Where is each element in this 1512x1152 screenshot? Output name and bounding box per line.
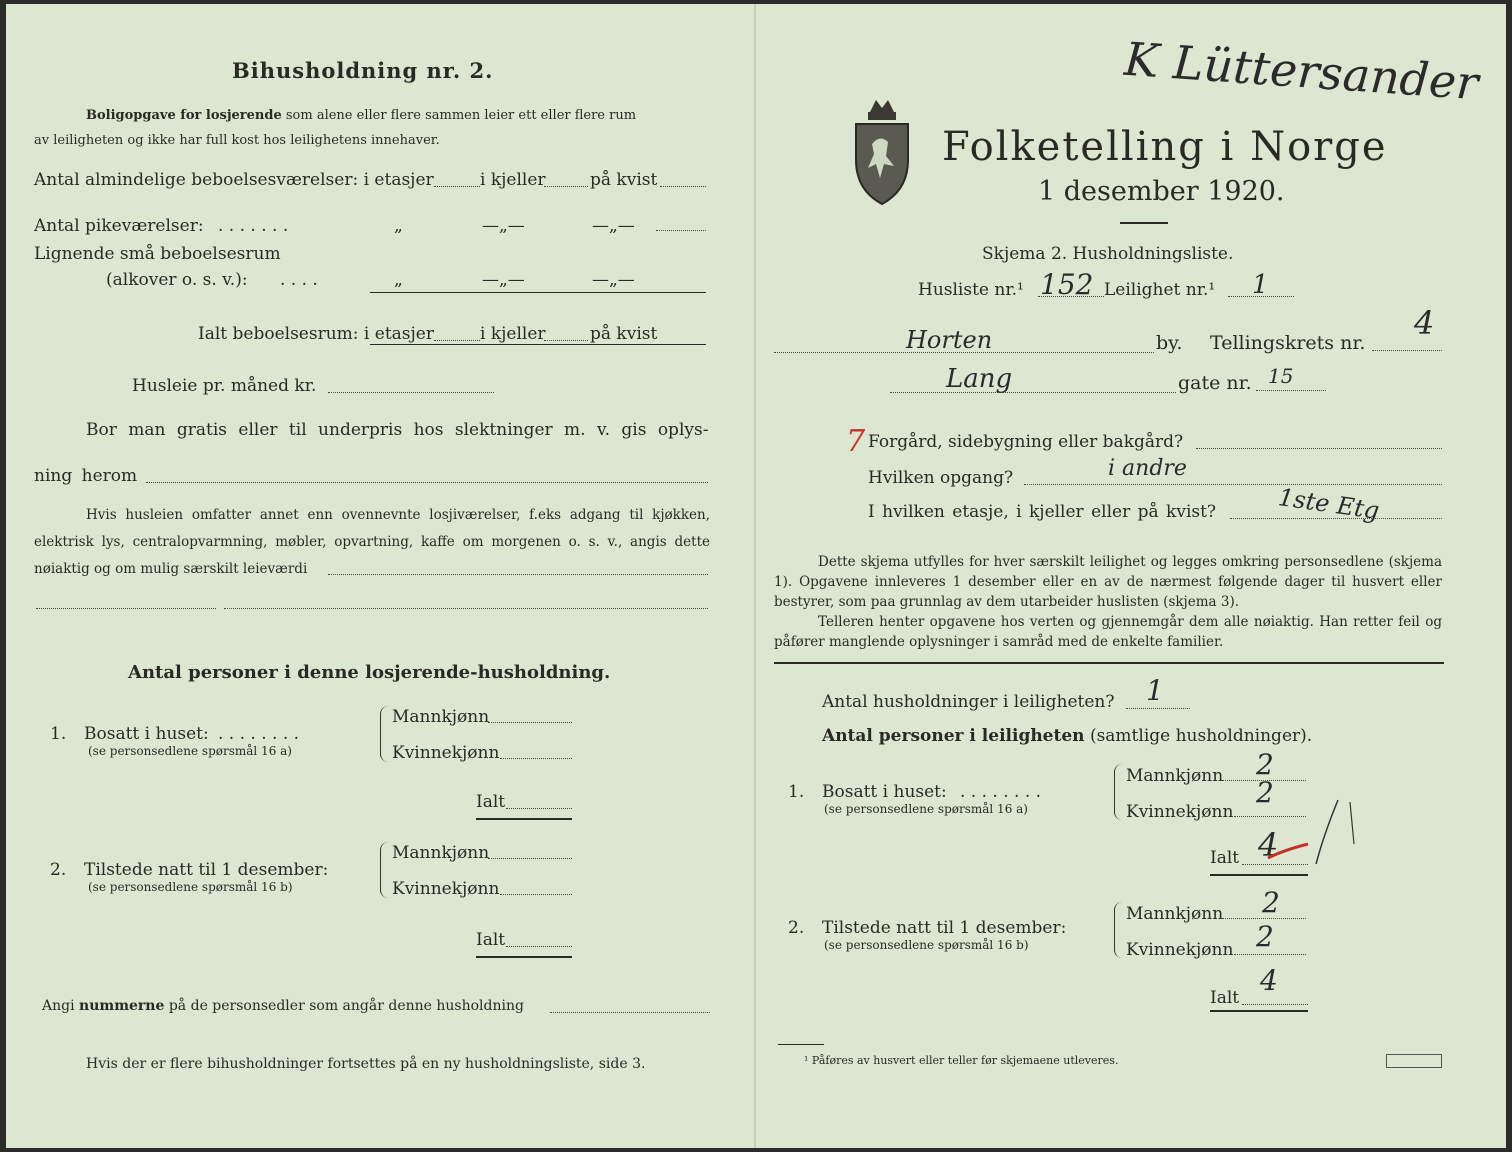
leilighet-value: 1 xyxy=(1252,270,1269,300)
rent-field[interactable] xyxy=(328,392,494,393)
left-footer: Hvis der er flere bihusholdninger fortsettes på en ny husholdningsliste, side 3. xyxy=(86,1056,646,1072)
right-q1-ialt-value: 4 xyxy=(1258,826,1279,864)
rooms-label: Antal almindelige beboelsesværelser: i etasjer xyxy=(34,170,434,190)
etasje-value: 1ste Etg xyxy=(1276,483,1382,525)
left-q1-kvinne-field[interactable] xyxy=(500,758,572,759)
left-q2-ialt-field[interactable] xyxy=(506,946,572,947)
rooms-kvist-label: på kvist xyxy=(590,170,658,190)
right-q2-brace xyxy=(1114,902,1123,958)
right-q1-ialt-rule xyxy=(1210,874,1308,876)
right-q1-kvinne-value: 2 xyxy=(1256,776,1274,809)
rooms-kjeller-field[interactable] xyxy=(544,186,588,187)
left-q2-sub: (se personsedlene spørsmål 16 b) xyxy=(88,880,293,894)
etasje-label: I hvilken etasje, i kjeller eller på kvist? xyxy=(868,502,1217,522)
ialt-kvist-label: på kvist xyxy=(590,324,658,344)
pike-ditto-1: „ xyxy=(394,216,403,236)
left-q1-ialt-rule xyxy=(476,818,572,820)
gratis-line-2: ning herom xyxy=(34,466,138,486)
bakgard-label: Forgård, sidebygning eller bakgård? xyxy=(868,432,1184,452)
instructions-rule xyxy=(774,662,1444,664)
left-q2-ialt-rule xyxy=(476,956,572,958)
right-q2-mann-value: 2 xyxy=(1262,886,1280,919)
bakgard-mark: 7 xyxy=(846,424,866,459)
check-mark-icon xyxy=(1264,794,1360,874)
ialt-rooms-label: Ialt beboelsesrum: i etasjer xyxy=(198,324,434,344)
pike-label: Antal pikeværelser: xyxy=(34,216,204,236)
ialt-kjeller-label: i kjeller xyxy=(480,324,546,344)
rooms-kjeller-label: i kjeller xyxy=(480,170,546,190)
intro-bold: Boligopgave for losjerende xyxy=(86,108,282,123)
right-q2-ialt-label: Ialt xyxy=(1210,988,1240,1008)
angi-line xyxy=(42,998,524,1014)
right-q2-kvinne-label: Kvinnekjønn xyxy=(1126,940,1234,960)
husliste-label: Husliste nr.¹ xyxy=(918,280,1024,300)
gratis-line-1: Bor man gratis eller til underpris hos slektninger m. v. gis oplys- xyxy=(86,420,709,440)
right-q2-kvinne-value: 2 xyxy=(1256,920,1274,953)
gate-value: 15 xyxy=(1268,364,1294,388)
left-q1-label: Bosatt i huset: xyxy=(84,724,209,744)
households-label: Antal husholdninger i leiligheten? xyxy=(822,692,1115,712)
right-q1-mann-value: 2 xyxy=(1256,748,1274,781)
small-rooms-dots: . . . . xyxy=(280,270,318,290)
krets-label: Tellingskrets nr. xyxy=(1210,332,1366,354)
leilighet-label: Leilighet nr.¹ xyxy=(1104,280,1216,300)
right-q2-ialt-rule xyxy=(1210,1010,1308,1012)
pike-ditto-3: —„— xyxy=(592,216,635,236)
left-title: Bihusholdning nr. 2. xyxy=(232,58,494,83)
gratis-field[interactable] xyxy=(146,482,708,483)
pike-dots: . . . . . . . xyxy=(218,216,289,236)
instructions-2: Telleren henter opgavene hos verten og gjennemgår dem alle nøiaktig. Han retter feil og påfører manglende oplysninger i samråd med de enkelte familier. xyxy=(774,614,1442,650)
left-q2-kvinne-field[interactable] xyxy=(500,894,572,895)
leievaerdi-field-2a[interactable] xyxy=(36,608,216,609)
opgang-value: i andre xyxy=(1108,456,1187,481)
norway-coat-of-arms-icon xyxy=(850,94,914,206)
gate-label: gate nr. xyxy=(1178,372,1252,394)
angi-rest: på de personsedler som angår denne husholdning xyxy=(168,998,524,1014)
right-q2-ialt-value: 4 xyxy=(1260,964,1278,997)
right-q2-mann-label: Mannkjønn xyxy=(1126,904,1224,924)
left-q2-brace xyxy=(380,842,389,898)
right-q1-dots: . . . . . . . . xyxy=(960,782,1042,802)
small-rooms-rule xyxy=(370,292,706,293)
left-q2-mann-label: Mannkjønn xyxy=(392,843,490,863)
right-persons-bold: Antal personer i leiligheten xyxy=(822,726,1085,746)
pike-ditto-2: —„— xyxy=(482,216,525,236)
signature-scrawl: K Lüttersander xyxy=(1122,31,1481,111)
right-q2-num: 2. xyxy=(788,918,805,938)
small-rooms-label-2: (alkover o. s. v.): xyxy=(106,270,248,290)
intro-rest: som alene eller flere sammen leier ett eller flere rum xyxy=(285,108,637,123)
rooms-kvist-field[interactable] xyxy=(660,186,706,187)
right-q2-sub: (se personsedlene spørsmål 16 b) xyxy=(824,938,1029,952)
rent-label: Husleie pr. måned kr. xyxy=(132,376,317,396)
right-q1-kvinne-label: Kvinnekjønn xyxy=(1126,802,1234,822)
left-q1-brace xyxy=(380,706,389,762)
schema-label: Skjema 2. Husholdningsliste. xyxy=(982,244,1234,264)
right-q2-ialt-field[interactable] xyxy=(1242,1004,1308,1005)
hvis-paragraph: Hvis husleien omfatter annet enn ovennevnte losjiværelser, f.eks adgang til kjøkken, elektrisk lys, centralopvarmning, møbler, opvartning, kaffe om morgenen o. s. v., angis dette nøiaktig og om mulig særskilt leieværdi xyxy=(34,507,710,577)
footnote-rule xyxy=(778,1044,824,1045)
left-q2-num: 2. xyxy=(50,860,67,880)
right-footnote: ¹ Påføres av husvert eller teller før skjemaene utleveres. xyxy=(804,1054,1119,1067)
right-persons-rest: (samtlige husholdninger). xyxy=(1089,726,1313,746)
left-persons-title: Antal personer i denne losjerende-husholdning. xyxy=(128,662,611,683)
husliste-value: 152 xyxy=(1040,268,1094,301)
small-ditto-3: —„— xyxy=(592,270,635,290)
right-title: Folketelling i Norge xyxy=(942,124,1388,170)
right-q2-kvinne-field[interactable] xyxy=(1234,954,1306,955)
left-q2-ialt-label: Ialt xyxy=(476,930,506,950)
left-q2-kvinne-label: Kvinnekjønn xyxy=(392,879,500,899)
right-q1-num: 1. xyxy=(788,782,805,802)
angi-prefix: Angi xyxy=(42,998,75,1014)
left-q1-ialt-label: Ialt xyxy=(476,792,506,812)
right-q1-ialt-label: Ialt xyxy=(1210,848,1240,868)
intro-line-2: av leiligheten og ikke har full kost hos leilighetens innehaver. xyxy=(34,133,440,148)
left-q1-mann-field[interactable] xyxy=(488,722,572,723)
left-q1-num: 1. xyxy=(50,724,67,744)
page-fold xyxy=(754,4,756,1148)
right-q1-label: Bosatt i huset: xyxy=(822,782,947,802)
leievaerdi-field[interactable] xyxy=(328,574,708,575)
census-form-sheet xyxy=(6,4,1506,1148)
right-q1-mann-label: Mannkjønn xyxy=(1126,766,1224,786)
ialt-kjeller-field[interactable] xyxy=(544,340,588,341)
angi-bold: nummerne xyxy=(79,998,165,1014)
right-q2-label: Tilstede natt til 1 desember: xyxy=(822,918,1067,938)
opgang-field[interactable] xyxy=(1024,484,1442,485)
street-value: Lang xyxy=(946,364,1013,394)
small-ditto-1: „ xyxy=(394,270,403,290)
left-q1-kvinne-label: Kvinnekjønn xyxy=(392,743,500,763)
households-value: 1 xyxy=(1146,674,1164,707)
ialt-rooms-rule xyxy=(370,344,706,345)
small-ditto-2: —„— xyxy=(482,270,525,290)
bakgard-field[interactable] xyxy=(1196,448,1442,449)
krets-field[interactable] xyxy=(1372,350,1442,351)
small-rooms-label-1: Lignende små beboelsesrum xyxy=(34,244,281,264)
right-persons-heading xyxy=(822,726,1312,746)
city-value: Horten xyxy=(906,326,993,354)
left-q1-mann-label: Mannkjønn xyxy=(392,707,490,727)
gate-field[interactable] xyxy=(1256,390,1326,391)
left-q1-dots: . . . . . . . . xyxy=(218,724,300,744)
households-field[interactable] xyxy=(1126,708,1190,709)
pike-kvist-field[interactable] xyxy=(656,230,706,231)
left-q1-sub: (se personsedlene spørsmål 16 a) xyxy=(88,744,292,758)
leievaerdi-field-2b[interactable] xyxy=(224,608,708,609)
by-label: by. xyxy=(1156,332,1183,354)
left-q1-ialt-field[interactable] xyxy=(506,808,572,809)
right-q1-brace xyxy=(1114,764,1123,820)
krets-value: 4 xyxy=(1414,304,1435,342)
angi-field[interactable] xyxy=(550,1012,710,1013)
opgang-label: Hvilken opgang? xyxy=(868,468,1014,488)
right-date: 1 desember 1920. xyxy=(1038,176,1285,207)
street-field[interactable] xyxy=(890,392,1176,393)
right-q1-sub: (se personsedlene spørsmål 16 a) xyxy=(824,802,1028,816)
ialt-etasjer-field[interactable] xyxy=(434,340,480,341)
instructions-1: Dette skjema utfylles for hver særskilt leilighet og legges omkring personsedlene (skjema 1). Opgavene innleveres 1 desember eller en av de nærmest følgende dager til husvert eller bestyrer, som paa grunnlag av dem utarbeider huslisten (skjema 3). xyxy=(774,554,1442,610)
left-q2-mann-field[interactable] xyxy=(488,858,572,859)
printer-mark-icon xyxy=(1386,1054,1442,1068)
left-q2-label: Tilstede natt til 1 desember: xyxy=(84,860,329,880)
intro-line-1 xyxy=(86,108,636,123)
rooms-etasjer-field[interactable] xyxy=(434,186,480,187)
title-rule xyxy=(1120,222,1168,224)
